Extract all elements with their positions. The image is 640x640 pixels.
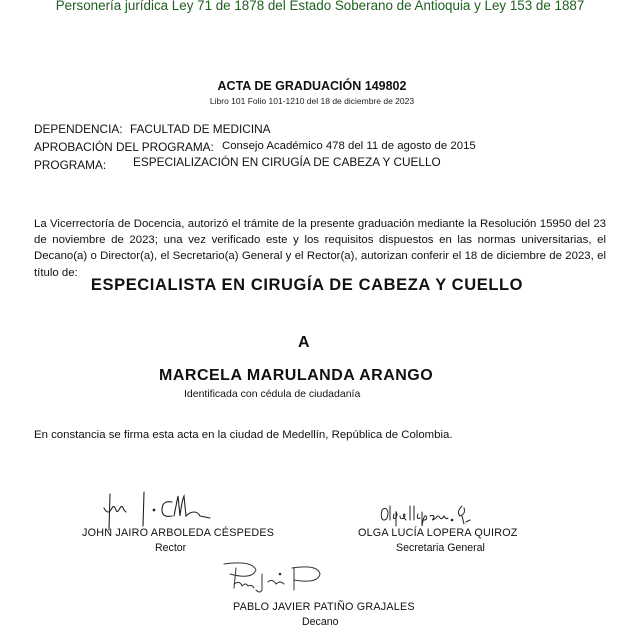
signer-role-rector: Rector (155, 542, 187, 554)
dean-signature-icon (222, 560, 332, 596)
signer-role-secretary: Secretaria General (396, 542, 485, 554)
degree-title: ESPECIALISTA EN CIRUGÍA DE CABEZA Y CUELLO (90, 276, 524, 294)
acta-title: ACTA DE GRADUACIÓN 149802 (217, 79, 407, 93)
graduate-name: MARCELA MARULANDA ARANGO (159, 367, 434, 384)
field-label-programa: PROGRAMA: (34, 158, 107, 172)
field-value-programa: ESPECIALIZACIÓN EN CIRUGÍA DE CABEZA Y CUELLO (133, 155, 441, 169)
closing-statement: En constancia se firma esta acta en la ciudad de Medellín, República de Colombia. (34, 429, 453, 441)
secretary-signature-icon (378, 500, 488, 530)
field-label-aprobacion: APROBACIÓN DEL PROGRAMA: (34, 140, 214, 154)
field-value-aprobacion: Consejo Académico 478 del 11 de agosto de 2015 (222, 140, 476, 152)
signer-name-dean: PABLO JAVIER PATIÑO GRAJALES (233, 601, 415, 613)
signer-role-dean: Decano (302, 616, 339, 628)
field-label-dependencia: DEPENDENCIA: (34, 122, 123, 136)
field-value-dependencia: FACULTAD DE MEDICINA (130, 122, 271, 136)
acta-registry: Libro 101 Folio 101-1210 del 18 de diciembre de 2023 (209, 96, 415, 106)
signer-name-rector: JOHN JAIRO ARBOLEDA CÉSPEDES (82, 527, 275, 539)
legal-status-header: Personería jurídica Ley 71 de 1878 del Estado Soberano de Antioquia y Ley 153 de 1887 (55, 0, 585, 13)
signer-name-secretary: OLGA LUCÍA LOPERA QUIROZ (358, 527, 518, 539)
connector-a: A (298, 334, 310, 351)
authorization-paragraph: La Vicerrectoría de Docencia, autorizó el trámite de la presente graduación mediante la Resolución 15950 del 23 de noviembre de 2023; una vez verificado este y los requisitos dispuestos en las normas universitarias, el Decano(a) o Director(a), el Secretario(a) General y el Rector(a), autorizan conferir el 18 de diciembre de 2023, el título de: (34, 218, 606, 279)
identification-text: Identificada con cédula de ciudadanía (184, 388, 361, 400)
